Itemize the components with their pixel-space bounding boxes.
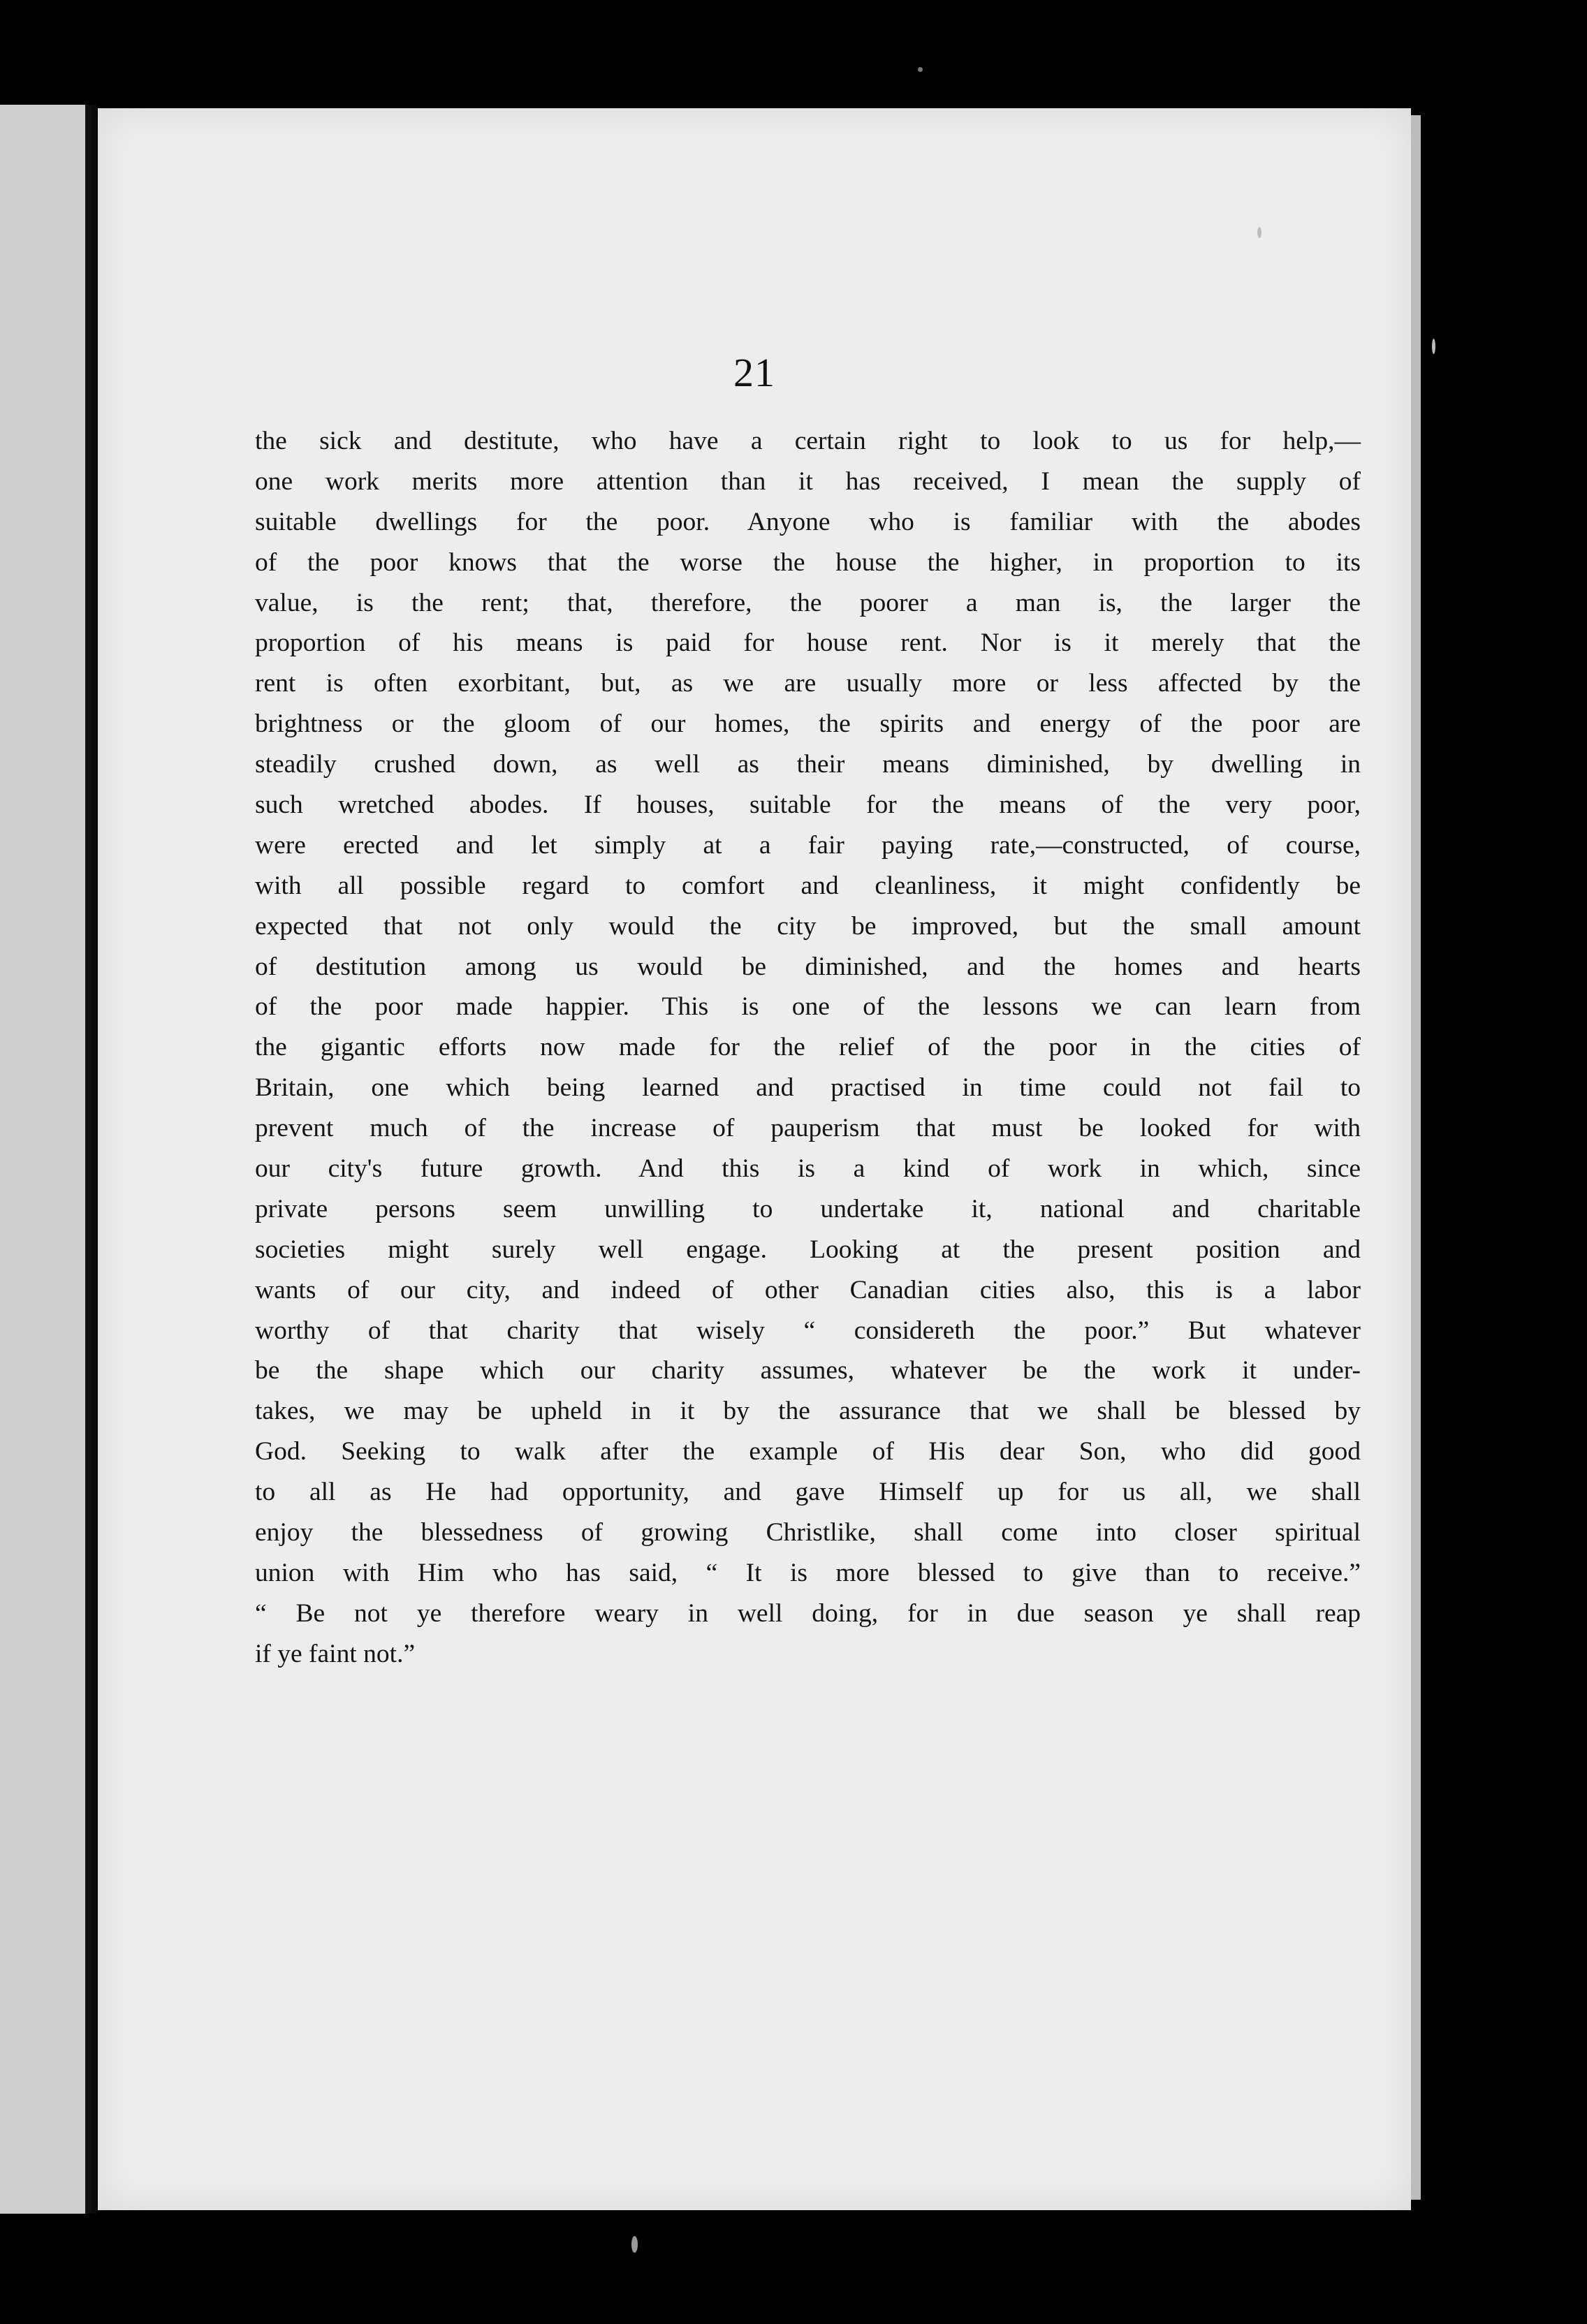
scan-dust bbox=[631, 2236, 638, 2253]
text-line: worthy of that charity that wisely “ considereth the poor.” But whatever bbox=[255, 1316, 1361, 1345]
paper-speck bbox=[1432, 339, 1435, 354]
text-line: the gigantic efforts now made for the relief of the poor in the cities of bbox=[255, 1033, 1361, 1062]
text-line: were erected and let simply at a fair paying rate,—constructed, of course, bbox=[255, 830, 1361, 860]
text-line: God. Seeking to walk after the example of His dear Son, who did good bbox=[255, 1437, 1361, 1466]
text-line: prevent much of the increase of pauperism that must be looked for with bbox=[255, 1114, 1361, 1143]
text-line: brightness or the gloom of our homes, the spirits and energy of the poor are bbox=[255, 709, 1361, 739]
text-line: the sick and destitute, who have a certain right to look to us for help,— bbox=[255, 427, 1361, 455]
book-page bbox=[98, 108, 1411, 2210]
text-line: such wretched abodes. If houses, suitable for the means of the very poor, bbox=[255, 790, 1361, 820]
scan-dust bbox=[918, 67, 923, 72]
page-number: 21 bbox=[733, 350, 775, 395]
text-line: of destitution among us would be diminished, and the homes and hearts bbox=[255, 952, 1361, 981]
text-line: wants of our city, and indeed of other Canadian cities also, this is a labor bbox=[255, 1275, 1361, 1304]
text-line: one work merits more attention than it has received, I mean the supply of bbox=[255, 466, 1361, 496]
text-line: takes, we may be upheld in it by the assurance that we shall be blessed by bbox=[255, 1397, 1361, 1426]
text-line-last: if ye faint not.” bbox=[255, 1639, 416, 1668]
text-line: value, is the rent; that, therefore, the poorer a man is, the larger the bbox=[255, 588, 1361, 617]
text-line: Britain, one which being learned and practised in time could not fail to bbox=[255, 1073, 1361, 1103]
text-line: suitable dwellings for the poor. Anyone who is familiar with the abodes bbox=[255, 507, 1361, 536]
text-line: private persons seem unwilling to undertake it, national and charitable bbox=[255, 1194, 1361, 1223]
text-line: be the shape which our charity assumes, whatever be the work it under- bbox=[255, 1356, 1361, 1385]
text-line: of the poor knows that the worse the house the higher, in proportion to its bbox=[255, 547, 1361, 577]
text-line: proportion of his means is paid for house rent. Nor is it merely that the bbox=[255, 628, 1361, 658]
binding-gutter bbox=[91, 105, 96, 2214]
facing-page-edge bbox=[0, 105, 91, 2214]
text-line: rent is often exorbitant, but, as we are usually more or less affected by the bbox=[255, 669, 1361, 698]
paper-speck bbox=[1257, 227, 1261, 238]
text-line: union with Him who has said, “ It is more blessed to give than to receive.” bbox=[255, 1558, 1361, 1587]
text-line: steadily crushed down, as well as their means diminished, by dwelling in bbox=[255, 750, 1361, 779]
body-paragraph bbox=[255, 421, 1361, 1675]
text-line: our city's future growth. And this is a kind of work in which, since bbox=[255, 1154, 1361, 1184]
text-line: enjoy the blessedness of growing Christlike, shall come into closer spiritual bbox=[255, 1518, 1361, 1547]
text-line: with all possible regard to comfort and cleanliness, it might confidently be bbox=[255, 871, 1361, 900]
text-line: of the poor made happier. This is one of the lessons we can learn from bbox=[255, 992, 1361, 1022]
text-line: expected that not only would the city be improved, but the small amount bbox=[255, 911, 1361, 941]
page-edge-shadow bbox=[1411, 115, 1421, 2200]
text-line: to all as He had opportunity, and gave Himself up for us all, we shall bbox=[255, 1478, 1361, 1507]
text-line: societies might surely well engage. Looking at the present position and bbox=[255, 1235, 1361, 1264]
text-line: “ Be not ye therefore weary in well doing, for in due season ye shall reap bbox=[255, 1598, 1361, 1628]
